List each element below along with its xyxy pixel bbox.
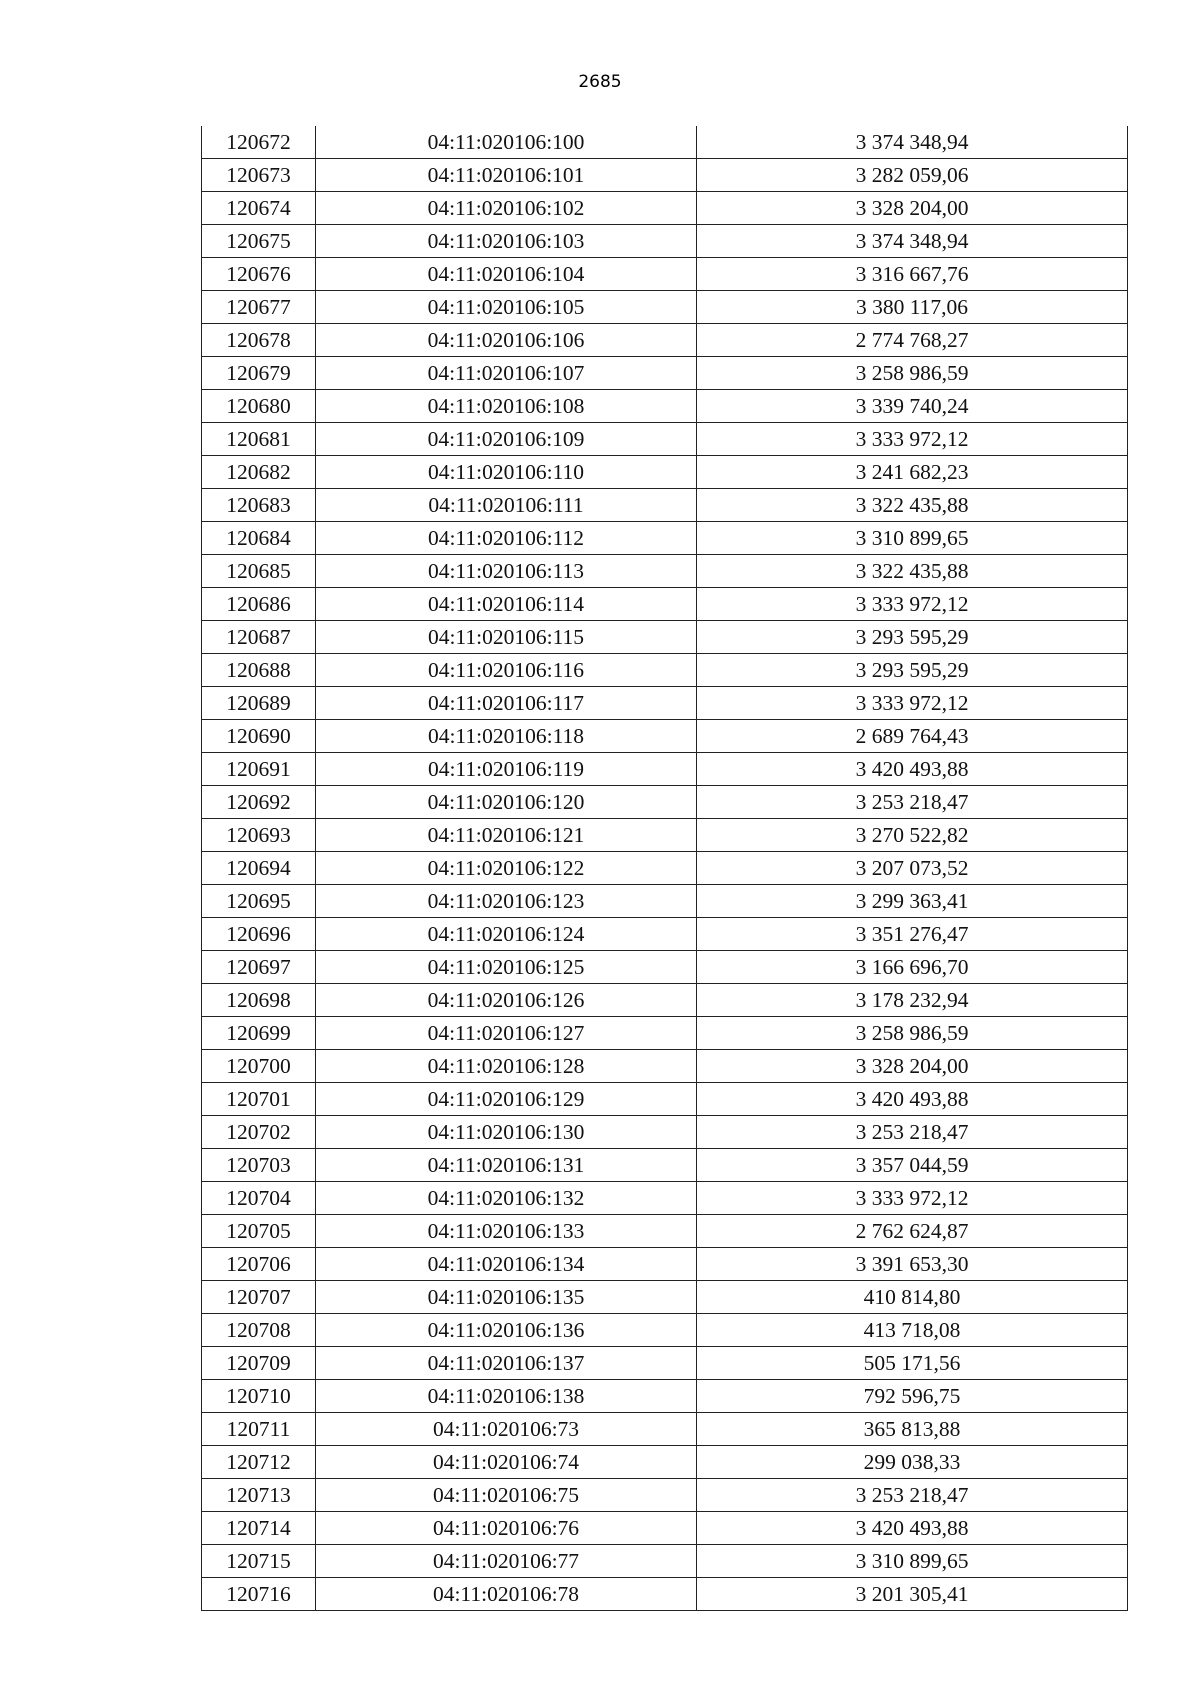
row-number-cell: 120700 [202,1050,316,1083]
cadastral-value-cell: 792 596,75 [697,1380,1128,1413]
cadastral-number-cell: 04:11:020106:116 [316,654,697,687]
table-row [202,489,1128,522]
row-number-cell: 120716 [202,1578,316,1611]
cadastral-number-cell: 04:11:020106:103 [316,225,697,258]
table-row [202,654,1128,687]
cadastral-value-cell: 3 420 493,88 [697,753,1128,786]
cadastral-value-cell: 365 813,88 [697,1413,1128,1446]
cadastral-number-cell: 04:11:020106:122 [316,852,697,885]
row-number-cell: 120705 [202,1215,316,1248]
row-number-cell: 120689 [202,687,316,720]
table-row [202,918,1128,951]
cadastral-value-cell: 3 293 595,29 [697,654,1128,687]
cadastral-value-cell: 2 689 764,43 [697,720,1128,753]
cadastral-value-cell: 3 380 117,06 [697,291,1128,324]
row-number-cell: 120682 [202,456,316,489]
cadastral-value-cell: 2 774 768,27 [697,324,1128,357]
cadastral-value-cell: 410 814,80 [697,1281,1128,1314]
table-row [202,1083,1128,1116]
cadastral-value-cell: 3 258 986,59 [697,1017,1128,1050]
table-row [202,588,1128,621]
cadastral-number-cell: 04:11:020106:113 [316,555,697,588]
table-row [202,1545,1128,1578]
cadastral-number-cell: 04:11:020106:138 [316,1380,697,1413]
cadastral-number-cell: 04:11:020106:137 [316,1347,697,1380]
cadastral-number-cell: 04:11:020106:119 [316,753,697,786]
table-row [202,621,1128,654]
row-number-cell: 120709 [202,1347,316,1380]
cadastral-number-cell: 04:11:020106:105 [316,291,697,324]
row-number-cell: 120676 [202,258,316,291]
row-number-cell: 120694 [202,852,316,885]
cadastral-value-cell: 3 253 218,47 [697,1479,1128,1512]
cadastral-value-cell: 3 333 972,12 [697,423,1128,456]
cadastral-value-cell: 3 310 899,65 [697,1545,1128,1578]
cadastral-value-cell: 3 270 522,82 [697,819,1128,852]
cadastral-value-cell: 3 328 204,00 [697,192,1128,225]
row-number-cell: 120672 [202,126,316,159]
cadastral-value-cell: 3 322 435,88 [697,555,1128,588]
table-row [202,819,1128,852]
row-number-cell: 120708 [202,1314,316,1347]
table-row [202,1182,1128,1215]
row-number-cell: 120695 [202,885,316,918]
table-row [202,126,1128,159]
table-row [202,753,1128,786]
cadastral-number-cell: 04:11:020106:121 [316,819,697,852]
table-row [202,951,1128,984]
cadastral-number-cell: 04:11:020106:73 [316,1413,697,1446]
cadastral-number-cell: 04:11:020106:127 [316,1017,697,1050]
cadastral-number-cell: 04:11:020106:76 [316,1512,697,1545]
table-row [202,522,1128,555]
row-number-cell: 120678 [202,324,316,357]
cadastral-number-cell: 04:11:020106:114 [316,588,697,621]
table-row [202,1413,1128,1446]
row-number-cell: 120702 [202,1116,316,1149]
table-row [202,1380,1128,1413]
cadastral-number-cell: 04:11:020106:101 [316,159,697,192]
cadastral-value-cell: 3 420 493,88 [697,1083,1128,1116]
row-number-cell: 120688 [202,654,316,687]
cadastral-value-cell: 3 333 972,12 [697,687,1128,720]
table-row [202,1215,1128,1248]
table-row [202,687,1128,720]
cadastral-number-cell: 04:11:020106:134 [316,1248,697,1281]
table-row [202,423,1128,456]
cadastral-value-cell: 3 201 305,41 [697,1578,1128,1611]
cadastral-number-cell: 04:11:020106:136 [316,1314,697,1347]
cadastral-number-cell: 04:11:020106:133 [316,1215,697,1248]
cadastral-value-cell: 3 316 667,76 [697,258,1128,291]
table-row [202,357,1128,390]
table-row [202,1479,1128,1512]
row-number-cell: 120698 [202,984,316,1017]
cadastral-number-cell: 04:11:020106:131 [316,1149,697,1182]
row-number-cell: 120683 [202,489,316,522]
table-row [202,885,1128,918]
cadastral-value-cell: 3 351 276,47 [697,918,1128,951]
cadastral-number-cell: 04:11:020106:109 [316,423,697,456]
cadastral-number-cell: 04:11:020106:110 [316,456,697,489]
cadastral-number-cell: 04:11:020106:132 [316,1182,697,1215]
row-number-cell: 120710 [202,1380,316,1413]
cadastral-number-cell: 04:11:020106:129 [316,1083,697,1116]
row-number-cell: 120703 [202,1149,316,1182]
row-number-cell: 120684 [202,522,316,555]
cadastral-value-cell: 3 328 204,00 [697,1050,1128,1083]
cadastral-value-table [201,126,1128,1611]
row-number-cell: 120696 [202,918,316,951]
cadastral-number-cell: 04:11:020106:130 [316,1116,697,1149]
cadastral-value-cell: 3 178 232,94 [697,984,1128,1017]
cadastral-number-cell: 04:11:020106:118 [316,720,697,753]
table-row [202,555,1128,588]
row-number-cell: 120693 [202,819,316,852]
table-row [202,852,1128,885]
cadastral-number-cell: 04:11:020106:75 [316,1479,697,1512]
table-row [202,1116,1128,1149]
cadastral-number-cell: 04:11:020106:74 [316,1446,697,1479]
cadastral-value-cell: 3 391 653,30 [697,1248,1128,1281]
table-row [202,720,1128,753]
row-number-cell: 120697 [202,951,316,984]
cadastral-number-cell: 04:11:020106:117 [316,687,697,720]
table-row [202,324,1128,357]
cadastral-number-cell: 04:11:020106:104 [316,258,697,291]
cadastral-number-cell: 04:11:020106:106 [316,324,697,357]
cadastral-value-cell: 299 038,33 [697,1446,1128,1479]
cadastral-value-cell: 3 310 899,65 [697,522,1128,555]
row-number-cell: 120691 [202,753,316,786]
cadastral-value-cell: 3 299 363,41 [697,885,1128,918]
row-number-cell: 120692 [202,786,316,819]
table-row [202,1578,1128,1611]
table-row [202,390,1128,423]
table-row [202,1050,1128,1083]
row-number-cell: 120685 [202,555,316,588]
cadastral-value-cell: 3 322 435,88 [697,489,1128,522]
table-row [202,291,1128,324]
row-number-cell: 120715 [202,1545,316,1578]
table-row [202,159,1128,192]
row-number-cell: 120690 [202,720,316,753]
row-number-cell: 120679 [202,357,316,390]
row-number-cell: 120675 [202,225,316,258]
row-number-cell: 120680 [202,390,316,423]
table-row [202,984,1128,1017]
row-number-cell: 120677 [202,291,316,324]
cadastral-value-cell: 3 374 348,94 [697,225,1128,258]
cadastral-number-cell: 04:11:020106:77 [316,1545,697,1578]
cadastral-value-cell: 3 282 059,06 [697,159,1128,192]
row-number-cell: 120681 [202,423,316,456]
table-row [202,258,1128,291]
table-row [202,192,1128,225]
row-number-cell: 120714 [202,1512,316,1545]
cadastral-number-cell: 04:11:020106:111 [316,489,697,522]
row-number-cell: 120701 [202,1083,316,1116]
page-number: 2685 [578,72,622,92]
table-row [202,1149,1128,1182]
cadastral-value-cell: 3 333 972,12 [697,588,1128,621]
cadastral-value-cell: 3 333 972,12 [697,1182,1128,1215]
row-number-cell: 120711 [202,1413,316,1446]
table-row [202,1446,1128,1479]
cadastral-value-cell: 3 166 696,70 [697,951,1128,984]
cadastral-value-cell: 3 253 218,47 [697,786,1128,819]
cadastral-number-cell: 04:11:020106:107 [316,357,697,390]
cadastral-number-cell: 04:11:020106:102 [316,192,697,225]
cadastral-value-cell: 413 718,08 [697,1314,1128,1347]
cadastral-number-cell: 04:11:020106:100 [316,126,697,159]
cadastral-value-cell: 505 171,56 [697,1347,1128,1380]
cadastral-value-cell: 3 253 218,47 [697,1116,1128,1149]
cadastral-number-cell: 04:11:020106:125 [316,951,697,984]
row-number-cell: 120674 [202,192,316,225]
cadastral-number-cell: 04:11:020106:124 [316,918,697,951]
row-number-cell: 120673 [202,159,316,192]
row-number-cell: 120699 [202,1017,316,1050]
row-number-cell: 120707 [202,1281,316,1314]
row-number-cell: 120713 [202,1479,316,1512]
row-number-cell: 120712 [202,1446,316,1479]
cadastral-value-cell: 3 420 493,88 [697,1512,1128,1545]
table-body [202,126,1128,1611]
row-number-cell: 120706 [202,1248,316,1281]
cadastral-value-cell: 3 293 595,29 [697,621,1128,654]
cadastral-value-cell: 3 374 348,94 [697,126,1128,159]
cadastral-value-cell: 3 357 044,59 [697,1149,1128,1182]
cadastral-number-cell: 04:11:020106:135 [316,1281,697,1314]
cadastral-number-cell: 04:11:020106:126 [316,984,697,1017]
table-row [202,1248,1128,1281]
table-row [202,1314,1128,1347]
cadastral-number-cell: 04:11:020106:115 [316,621,697,654]
cadastral-value-cell: 3 258 986,59 [697,357,1128,390]
row-number-cell: 120704 [202,1182,316,1215]
cadastral-value-cell: 3 241 682,23 [697,456,1128,489]
cadastral-number-cell: 04:11:020106:78 [316,1578,697,1611]
cadastral-value-cell: 2 762 624,87 [697,1215,1128,1248]
row-number-cell: 120687 [202,621,316,654]
cadastral-number-cell: 04:11:020106:112 [316,522,697,555]
cadastral-number-cell: 04:11:020106:128 [316,1050,697,1083]
cadastral-number-cell: 04:11:020106:120 [316,786,697,819]
cadastral-value-cell: 3 339 740,24 [697,390,1128,423]
table-row [202,1281,1128,1314]
table-row [202,786,1128,819]
table-row [202,1347,1128,1380]
cadastral-value-cell: 3 207 073,52 [697,852,1128,885]
table-row [202,1512,1128,1545]
table-row [202,1017,1128,1050]
table-row [202,225,1128,258]
cadastral-number-cell: 04:11:020106:123 [316,885,697,918]
table-row [202,456,1128,489]
row-number-cell: 120686 [202,588,316,621]
cadastral-number-cell: 04:11:020106:108 [316,390,697,423]
